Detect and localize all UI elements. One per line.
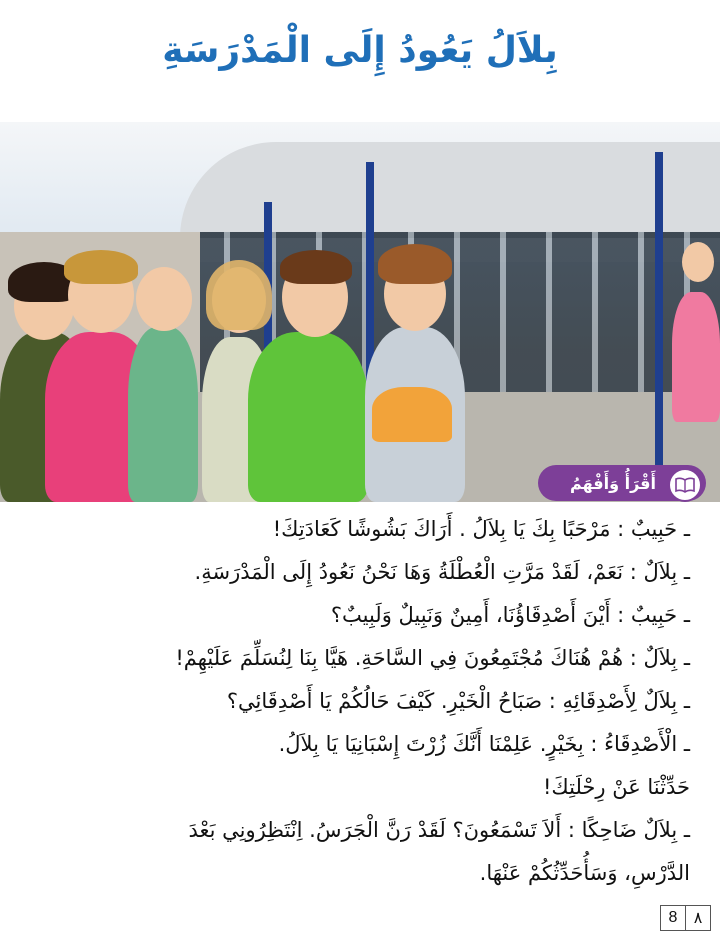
dialogue-line: ـ بِلاَلٌ : هُمْ هُنَاكَ مُجْتَمِعُونَ فِي السَّاحَةِ. هَيَّا بِنَا لِنُسَلِّمَ عَلَيْهِمْ!	[175, 646, 690, 670]
photo-child	[672, 292, 720, 422]
page-number-arabic: ٨	[685, 906, 710, 930]
dialogue-line: ـ حَبِيبٌ : أَيْنَ أَصْدِقَاؤُنَا، أَمِينٌ وَنَبِيلٌ وَلَبِيبٌ؟	[330, 603, 690, 627]
photo-child-head	[136, 267, 192, 331]
dialogue-text	[30, 508, 690, 895]
page-title: بِلاَلُ يَعُودُ إِلَى الْمَدْرَسَةِ	[162, 30, 558, 71]
school-photo	[0, 122, 720, 502]
dialogue-line: ـ حَبِيبٌ : مَرْحَبًا بِكَ يَا بِلاَلُ . أَرَاكَ بَشُوشًا كَعَادَتِكَ!	[272, 517, 690, 541]
section-badge-label: أَقْرَأُ وَأَفْهَمُ	[570, 473, 656, 493]
photo-pole	[655, 152, 663, 482]
dialogue-line: ـ بِلاَلٌ لِأَصْدِقَائِهِ : صَبَاحُ الْخَيْرِ. كَيْفَ حَالُكُمْ يَا أَصْدِقَائِي؟	[226, 689, 690, 713]
photo-child-head	[682, 242, 714, 282]
dialogue-line: ـ بِلاَلٌ ضَاحِكًا : أَلاَ تَسْمَعُونَ؟ لَقَدْ رَنَّ الْجَرَسُ. اِنْتَظِرُونِي بَعْدَ	[188, 818, 690, 842]
photo-folders	[372, 387, 452, 442]
page-number	[660, 905, 711, 931]
open-book-icon	[668, 468, 702, 502]
page-number-latin: 8	[668, 909, 678, 926]
dialogue-line: ـ بِلاَلٌ : نَعَمْ، لَقَدْ مَرَّتِ الْعُطْلَةُ وَهَا نَحْنُ نَعُودُ إِلَى الْمَدْرَسَةِ.	[194, 560, 690, 584]
photo-child-hair	[206, 260, 272, 330]
photo-child-hair	[378, 244, 452, 284]
section-badge	[538, 465, 706, 501]
dialogue-line: حَدِّثْنَا عَنْ رِحْلَتِكَ!	[543, 775, 690, 799]
photo-child	[128, 327, 198, 502]
photo-child-hair	[280, 250, 352, 284]
photo-child	[248, 332, 368, 502]
photo-canopy-roof	[180, 142, 720, 238]
photo-child-hair	[64, 250, 138, 284]
dialogue-line: ـ الْأَصْدِقَاءُ : بِخَيْرٍ. عَلِمْنَا أَنَّكَ زُرْتَ إِسْبَانِيَا يَا بِلاَلُ.	[278, 732, 690, 756]
dialogue-line: الدَّرْسِ، وَسَأُحَدِّثُكُمْ عَنْهَا.	[479, 861, 690, 885]
